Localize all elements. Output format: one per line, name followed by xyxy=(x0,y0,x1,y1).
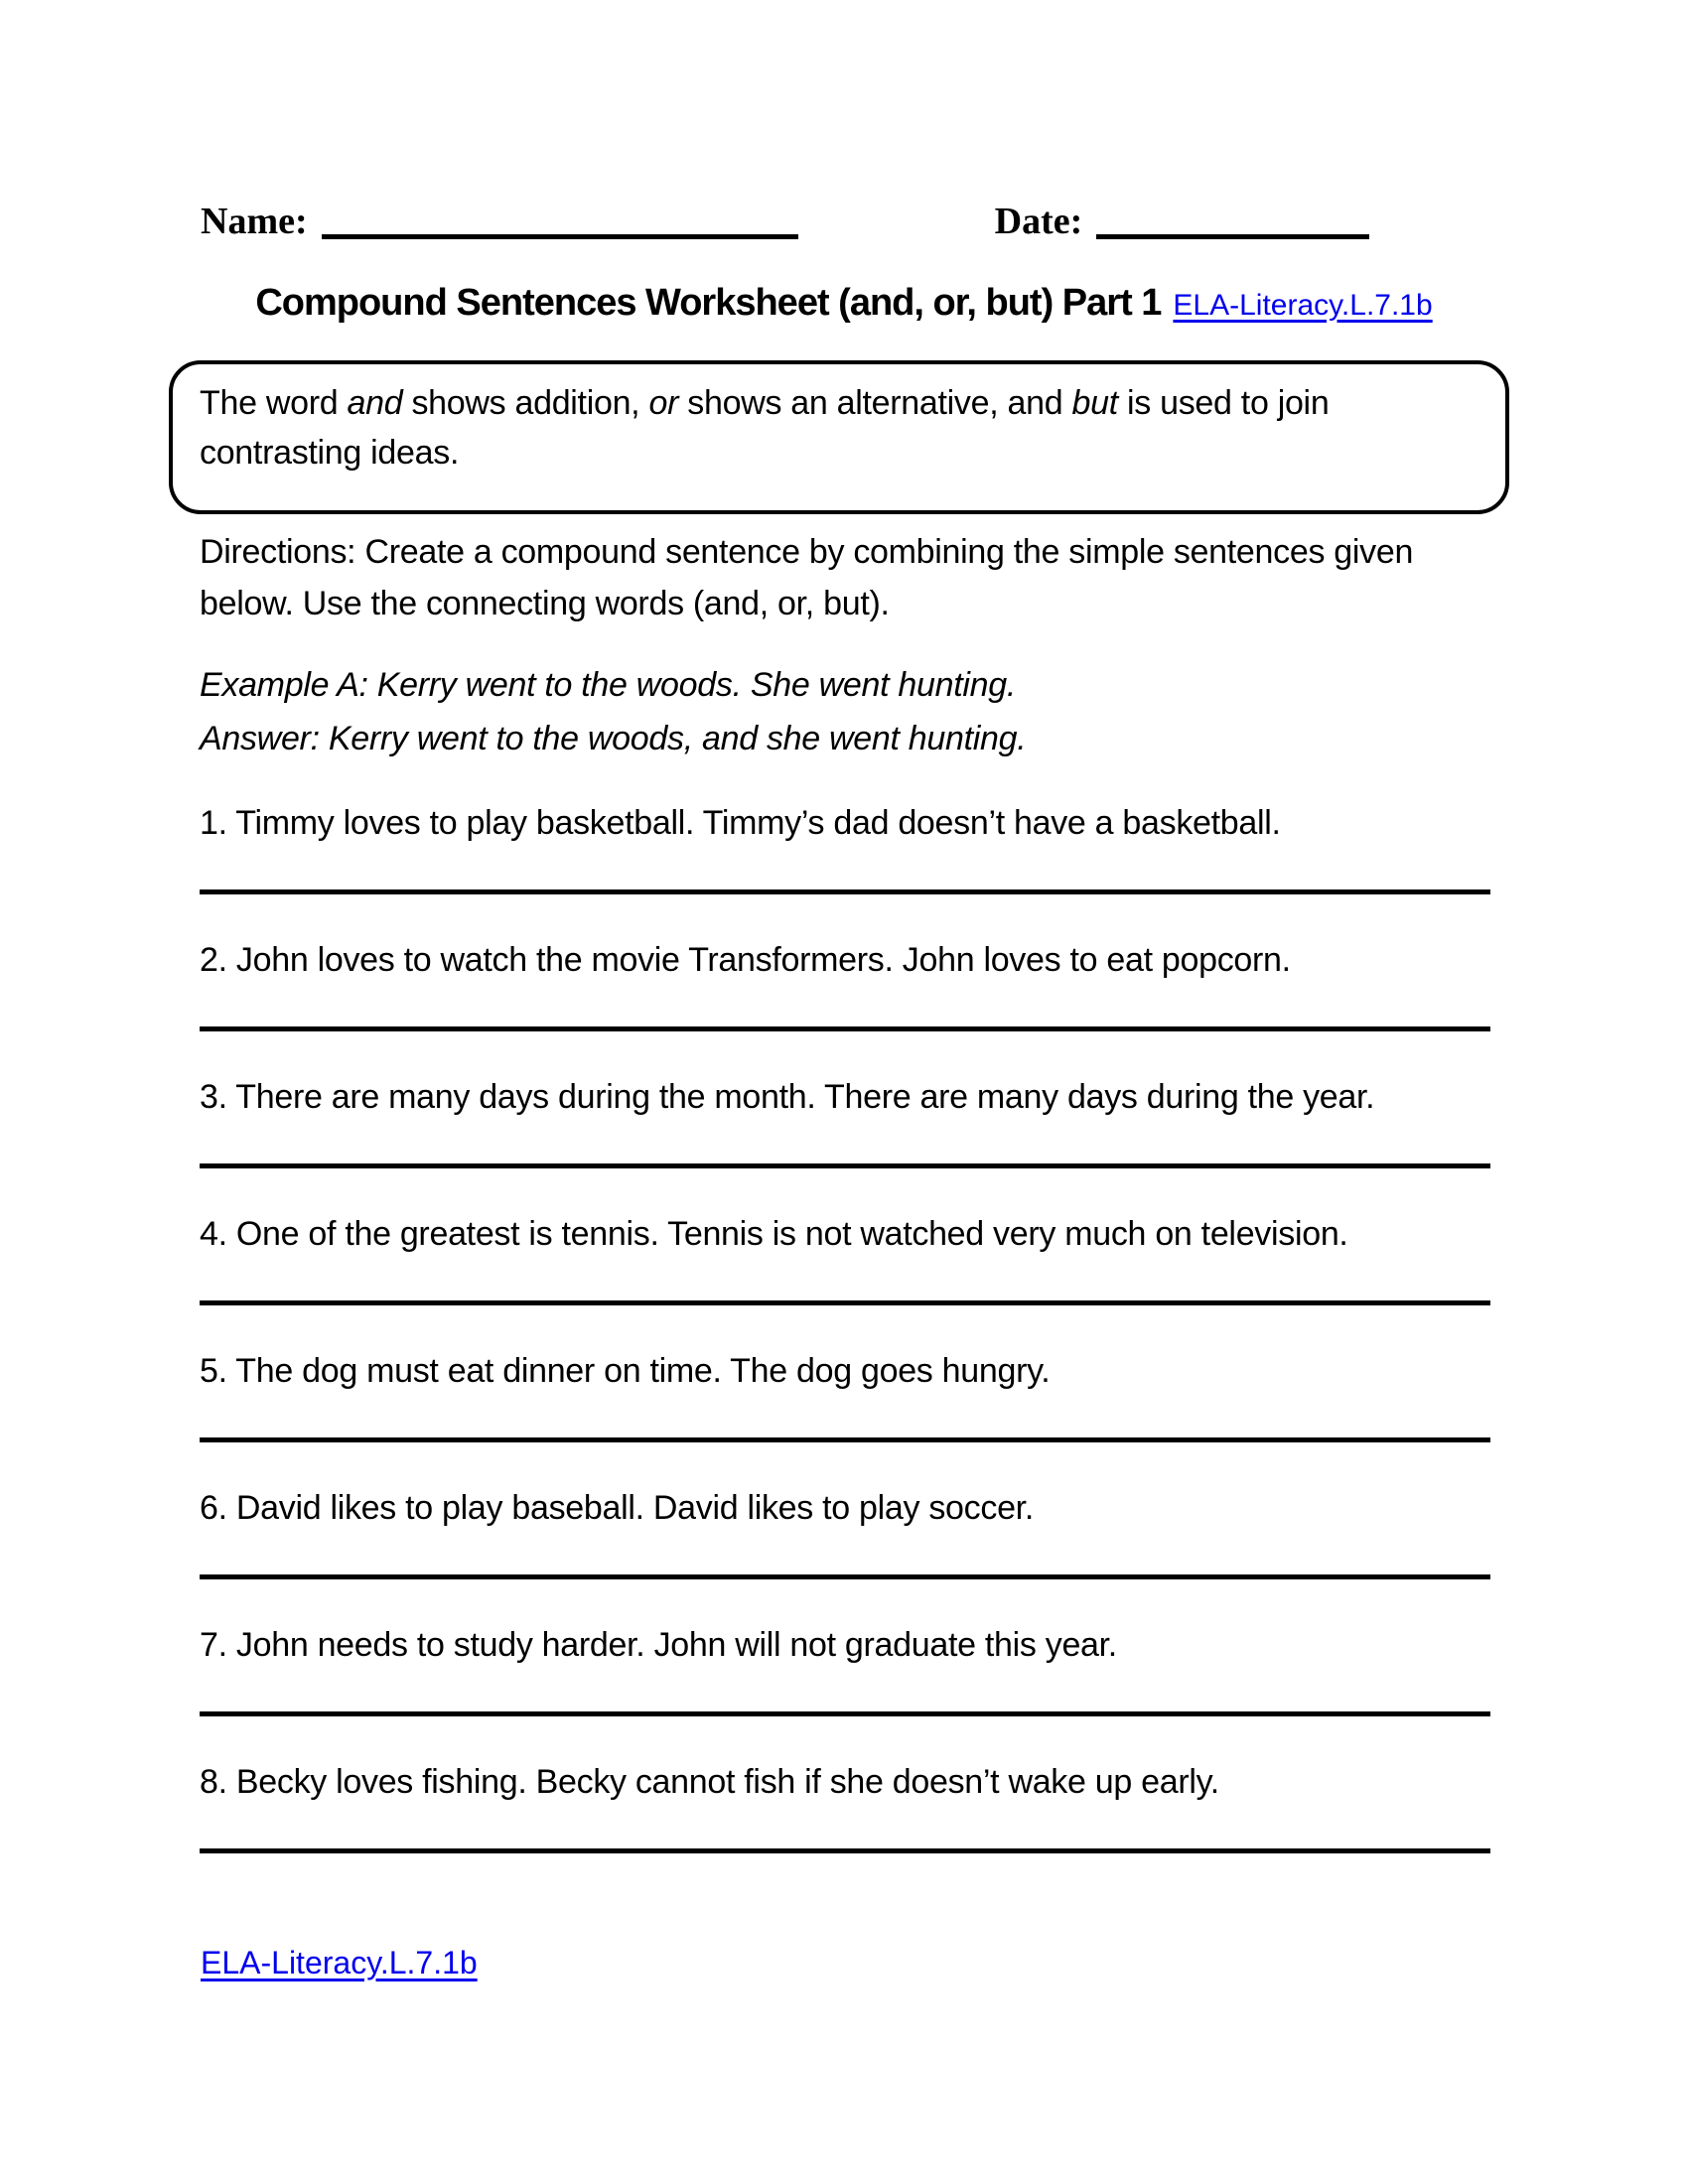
question-1-text: 1. Timmy loves to play basketball. Timmy’s dad doesn’t have a basketball. xyxy=(200,804,1281,842)
answer-line-4 xyxy=(200,1300,1490,1305)
question-block-1 xyxy=(200,801,1490,938)
directions-text: Directions: Create a compound sentence by combining the simple sentences given below. Use the connecting words (and, or, but). xyxy=(200,533,1414,622)
question-3-text: 3. There are many days during the month. There are many days during the year. xyxy=(200,1078,1375,1116)
question-block-2 xyxy=(200,938,1490,1075)
example-answer-line: Answer: Kerry went to the woods, and she went hunting. xyxy=(200,720,1027,757)
info-segment-or: or xyxy=(648,384,679,422)
answer-line-6 xyxy=(200,1574,1490,1579)
name-blank-line xyxy=(322,201,798,239)
info-segment: shows addition, xyxy=(402,384,649,422)
question-8-text: 8. Becky loves fishing. Becky cannot fish if she doesn’t wake up early. xyxy=(200,1763,1219,1801)
info-box-text xyxy=(200,378,1476,478)
question-block-6 xyxy=(200,1486,1490,1623)
question-list xyxy=(200,801,1490,1897)
example-line: Example A: Kerry went to the woods. She went hunting. xyxy=(200,666,1016,704)
answer-line-7 xyxy=(200,1711,1490,1716)
question-block-5 xyxy=(200,1349,1490,1486)
info-segment-and: and xyxy=(347,384,403,422)
footer-standard-link[interactable]: ELA-Literacy.L.7.1b xyxy=(201,1945,478,1980)
info-segment-but: but xyxy=(1071,384,1118,422)
info-segment: is used to join contrasting ideas. xyxy=(200,384,1330,472)
title-row xyxy=(0,279,1688,327)
date-label: Date: xyxy=(994,201,1083,242)
info-segment: The word xyxy=(200,384,348,422)
question-5-text: 5. The dog must eat dinner on time. The dog goes hungry. xyxy=(200,1352,1051,1390)
answer-line-8 xyxy=(200,1848,1490,1853)
info-box xyxy=(169,360,1509,514)
name-label: Name: xyxy=(201,201,308,242)
question-block-8 xyxy=(200,1760,1490,1897)
example-block xyxy=(200,658,1520,765)
answer-line-1 xyxy=(200,889,1490,894)
question-4-text: 4. One of the greatest is tennis. Tennis is not watched very much on television. xyxy=(200,1215,1348,1253)
question-6-text: 6. David likes to play baseball. David likes to play soccer. xyxy=(200,1489,1034,1527)
question-block-7 xyxy=(200,1623,1490,1760)
answer-line-2 xyxy=(200,1026,1490,1031)
question-2-text: 2. John loves to watch the movie Transformers. John loves to eat popcorn. xyxy=(200,941,1291,979)
date-blank-line xyxy=(1096,201,1369,239)
header-row xyxy=(201,195,1369,245)
question-block-4 xyxy=(200,1212,1490,1349)
question-7-text: 7. John needs to study harder. John will not graduate this year. xyxy=(200,1626,1117,1664)
answer-line-5 xyxy=(200,1437,1490,1442)
question-block-3 xyxy=(200,1075,1490,1212)
info-segment: shows an alternative, and xyxy=(678,384,1072,422)
answer-line-3 xyxy=(200,1163,1490,1168)
title-standard-link[interactable]: ELA-Literacy.L.7.1b xyxy=(1173,289,1433,322)
page-title: Compound Sentences Worksheet (and, or, but) Part 1 xyxy=(255,282,1162,324)
